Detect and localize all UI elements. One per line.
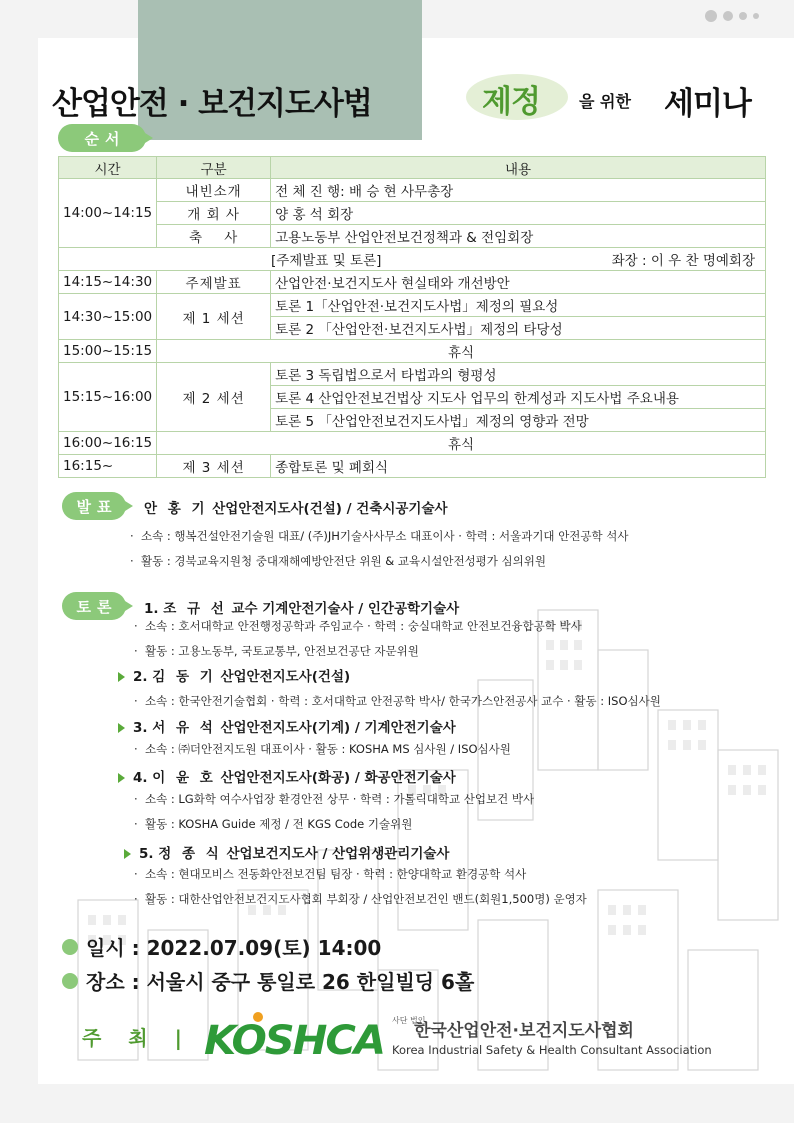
svg-text:KOSHCA: KOSHCA (204, 1018, 384, 1060)
panelist-detail: · 소속 : 현대모비스 전동화안전보건팀 팀장 · 학력 : 한양대학교 환경공학 석사 (134, 867, 527, 881)
table-header-row (59, 157, 766, 179)
table-row (59, 248, 766, 271)
panelist-title: 산업안전지도사(기계) / 기계안전기술사 (220, 720, 456, 736)
gubun-cell: 축 사 (157, 225, 271, 248)
header-gubun: 구분 (157, 157, 271, 179)
panelist-heading: 5. 정 종 식 산업보건지도사 / 산업위생관리기술사 (124, 842, 449, 862)
gubun-cell: 개 회 사 (157, 202, 271, 225)
content-cell: 토론 1「산업안전·보건지도사법」제정의 필요성 (271, 294, 766, 317)
presenter-heading (144, 497, 448, 517)
panelist-detail: · 소속 : 한국안전기술협회 · 학력 : 호서대학교 안전공학 박사/ 한국가스안전공사 교수 · 활동 : ISO심사원 (134, 694, 661, 708)
break-cell: 휴식 (157, 432, 766, 455)
event-place: 장소 : 서울시 중구 통일로 26 한일빌딩 6홀 (62, 966, 474, 995)
decorative-dots (705, 10, 759, 22)
content-cell: 토론 4 산업안전보건법상 지도사 업무의 한계성과 지도사법 주요내용 (271, 386, 766, 409)
gubun-cell: 주제발표 (157, 271, 271, 294)
content-cell: 산업안전·보건지도사 현실태와 개선방안 (271, 271, 766, 294)
panelist-title: 산업안전지도사(화공) / 화공안전기술사 (220, 770, 456, 786)
panelist-name: 김 동 기 (152, 669, 216, 685)
presenter-tag: 발표 (62, 492, 126, 520)
panelist-detail: · 소속 : LG화학 여수사업장 환경안전 상무 · 학력 : 가톨릭대학교 산업보건 박사 (134, 792, 535, 806)
panelist-heading: 2. 김 동 기 산업안전지도사(건설) (118, 665, 350, 685)
panelist-heading: 3. 서 유 석 산업안전지도사(기계) / 기계안전기술사 (118, 716, 456, 736)
presenter-detail: · 활동 : 경북교육지원청 중대재해예방안전단 위원 & 교육시설안전성평가 심의위원 (130, 554, 546, 568)
table-row (59, 340, 766, 363)
triangle-bullet-icon (118, 723, 125, 733)
title-highlight: 제정 (482, 84, 540, 120)
header-time: 시간 (59, 157, 157, 179)
panelist-title: 산업안전지도사(건설) (220, 669, 351, 685)
org-name-ko: 한국산업안전·보건지도사협회 (414, 1021, 634, 1041)
table-row (59, 363, 766, 386)
header-content: 내용 (271, 157, 766, 179)
org-prefix: 사단 법인 (392, 1016, 426, 1025)
chair-right: 좌장 : 이 우 찬 명예회장 (611, 253, 755, 269)
panelist-name: 이 윤 호 (152, 770, 216, 786)
discussion-tag: 토론 (62, 592, 126, 620)
presenter-name: 안 홍 기 (144, 501, 208, 517)
opening-time: 14:00~14:15 (59, 179, 157, 248)
panelist-detail: · 활동 : 고용노동부, 국토교통부, 안전보건공단 자문위원 (134, 644, 419, 658)
triangle-bullet-icon (118, 773, 125, 783)
panelist-heading: 1. 조 규 선 교수 기계안전기술사 / 인간공학기술사 (144, 601, 460, 617)
circle-bullet-icon (62, 939, 78, 955)
org-name-en: Korea Industrial Safety & Health Consultant Association (392, 1043, 712, 1057)
gubun-cell: 제 1 세션 (157, 294, 271, 340)
triangle-bullet-icon (118, 672, 125, 682)
gubun-cell: 제 2 세션 (157, 363, 271, 432)
table-row (59, 455, 766, 478)
panelist-title: 산업보건지도사 / 산업위생관리기술사 (226, 846, 450, 862)
gubun-cell: 제 3 세션 (157, 455, 271, 478)
time-cell: 14:30~15:00 (59, 294, 157, 340)
table-row (59, 294, 766, 317)
table-row (59, 225, 766, 248)
panelist-detail: · 소속 : 호서대학교 안전행정공학과 주임교수 · 학력 : 숭실대학교 안전보건융합공학 박사 (134, 619, 582, 633)
content-cell: 토론 3 독립법으로서 타법과의 형평성 (271, 363, 766, 386)
panelist-name: 조 규 선 (163, 601, 227, 617)
order-tag: 순서 (58, 124, 146, 152)
content-cell: 토론 5 「산업안전보건지도사법」제정의 영향과 전망 (271, 409, 766, 432)
gubun-cell: 내빈소개 (157, 179, 271, 202)
host-organization (392, 1016, 712, 1057)
content-cell: 고용노동부 산업안전보건정책과 & 전임회장 (271, 225, 766, 248)
panelist-title: 교수 기계안전기술사 / 인간공학기술사 (231, 601, 460, 617)
content-cell: 양 홍 석 회장 (271, 202, 766, 225)
content-cell: 토론 2 「산업안전·보건지도사법」제정의 타당성 (271, 317, 766, 340)
circle-bullet-icon (62, 973, 78, 989)
schedule-table (58, 156, 766, 478)
panelist-detail: · 소속 : ㈜더안전지도원 대표이사 · 활동 : KOSHA MS 심사원 / ISO심사원 (134, 742, 511, 756)
title-part3: 세미나 (664, 86, 751, 122)
table-row (59, 179, 766, 202)
panelist-name: 서 유 석 (152, 720, 216, 736)
presenter-title: 산업안전지도사(건설) / 건축시공기술사 (212, 501, 448, 517)
panelist-name: 정 종 식 (158, 846, 222, 862)
table-row (59, 202, 766, 225)
table-row (59, 271, 766, 294)
time-cell: 15:00~15:15 (59, 340, 157, 363)
title-part1: 산업안전 · 보건지도사법 (52, 86, 372, 122)
event-date: 일시 : 2022.07.09(토) 14:00 (62, 932, 381, 961)
triangle-bullet-icon (124, 849, 131, 859)
title-part2: 을 위한 (579, 92, 631, 111)
panelist-detail: · 활동 : KOSHA Guide 제정 / 전 KGS Code 기술위원 (134, 817, 413, 831)
table-row (59, 432, 766, 455)
host-label: 주 최 | (82, 1026, 192, 1050)
break-cell: 휴식 (157, 340, 766, 363)
page-title (52, 74, 772, 124)
presenter-detail: · 소속 : 행복건설안전기술원 대표/ (주)JH기술사사무소 대표이사 · 학력 : 서울과기대 안전공학 석사 (130, 529, 629, 543)
time-cell: 14:15~14:30 (59, 271, 157, 294)
panelist-detail: · 활동 : 대한산업안전보건지도사협회 부회장 / 산업안전보건인 밴드(회원1,500명) 운영자 (134, 892, 587, 906)
time-cell: 15:15~16:00 (59, 363, 157, 432)
time-cell: 16:15~ (59, 455, 157, 478)
chair-left: [주제발표 및 토론] (271, 253, 382, 269)
kosha-logo (202, 1008, 388, 1060)
panelist-heading: 4. 이 윤 호 산업안전지도사(화공) / 화공안전기술사 (118, 766, 456, 786)
time-cell: 16:00~16:15 (59, 432, 157, 455)
content-cell: 종합토론 및 폐회식 (271, 455, 766, 478)
content-cell: 전 체 진 행: 배 승 현 사무총장 (271, 179, 766, 202)
